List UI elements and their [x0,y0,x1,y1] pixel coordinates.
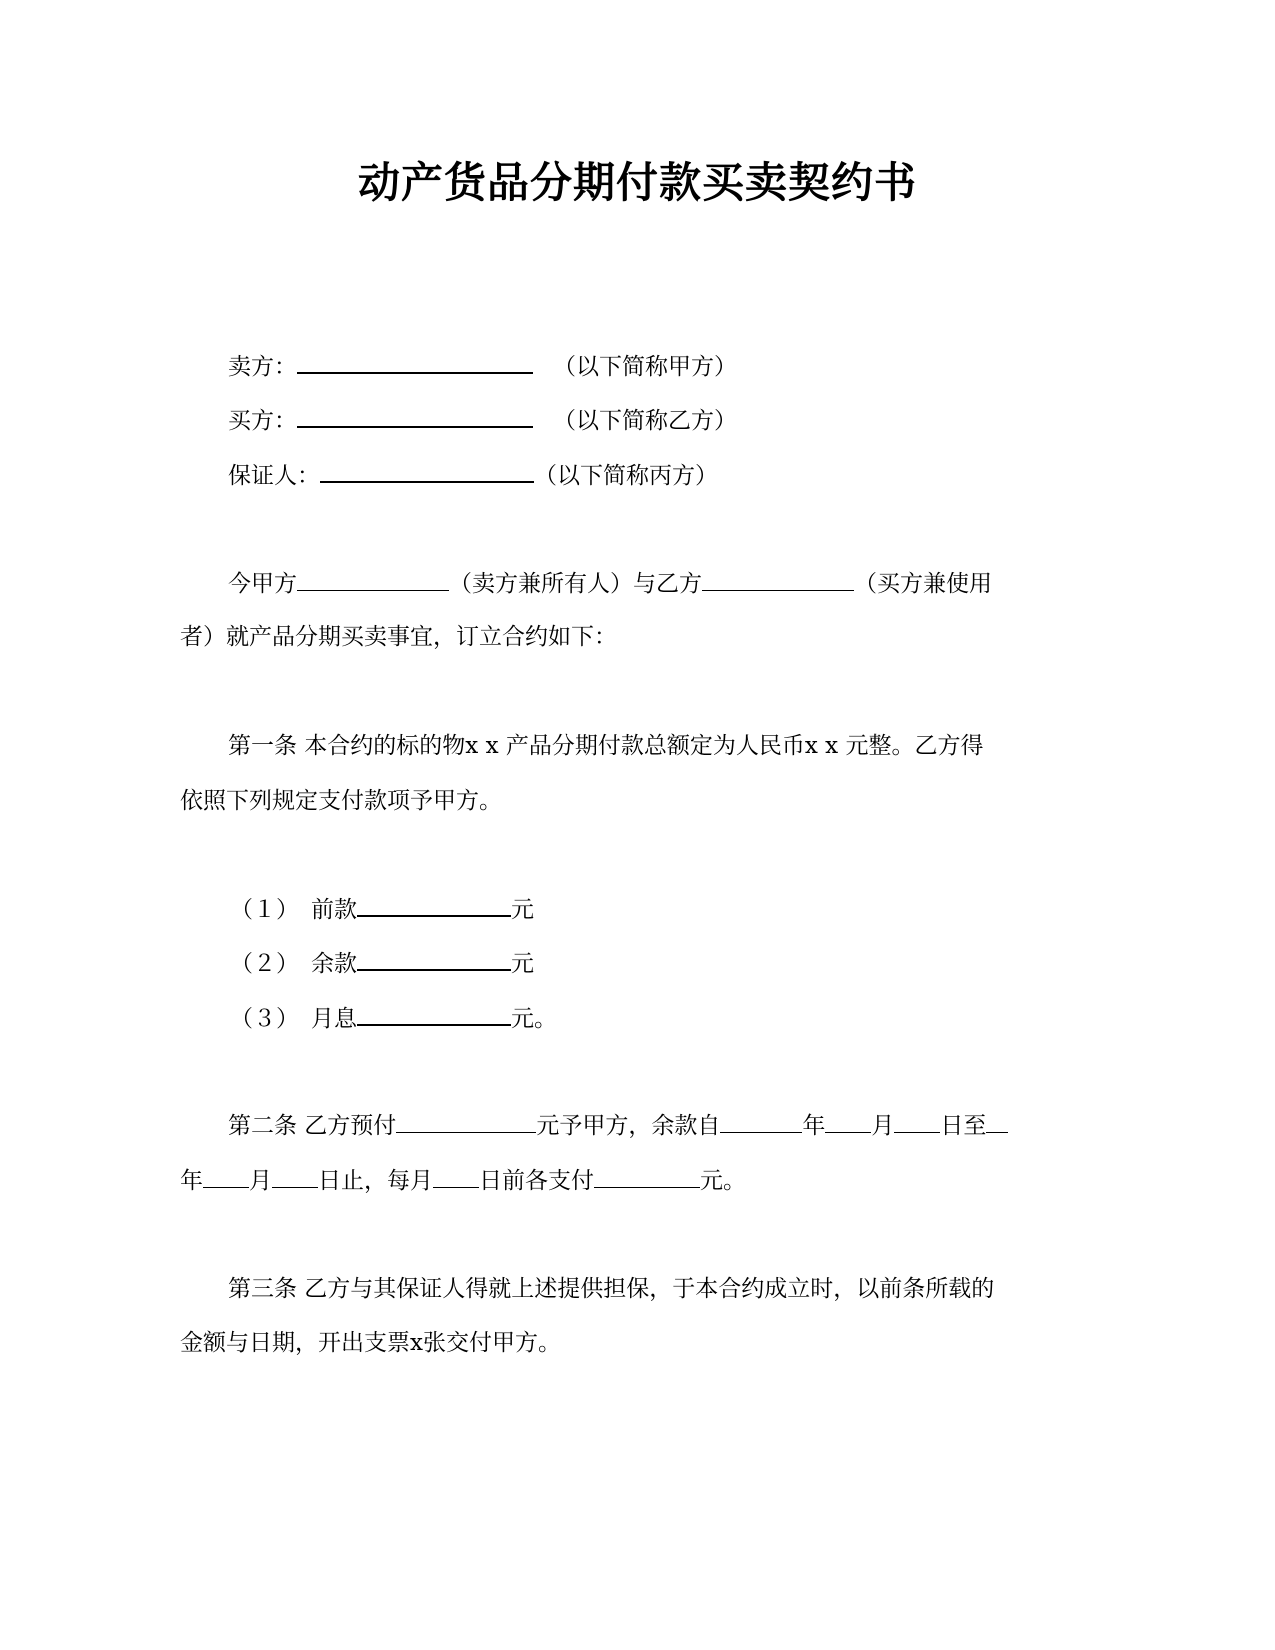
guarantor-line [228,459,718,491]
prepay-blank [396,1110,536,1133]
end-day-blank [272,1165,318,1188]
seller-label: 卖方： [228,354,297,380]
end-month-blank [203,1165,249,1188]
start-year-blank [720,1110,802,1133]
item-blank [357,893,511,917]
start-day-blank [894,1110,940,1133]
guarantor-note: （以下简称丙方） [534,463,718,489]
article-2-text: 日止，每月 [318,1168,433,1194]
preamble-part-2: （卖方兼所有人）与乙方 [449,571,702,597]
article-2-text: 元。 [700,1168,746,1194]
article-2-text: 年 [802,1113,826,1139]
article-2-text: 元予甲方，余款自 [536,1113,721,1139]
preamble-part-1: 今甲方 [228,571,297,597]
seller-line [228,350,737,382]
buyer-line [228,404,737,436]
item-label: 余款 [311,951,357,977]
guarantor-label: 保证人： [228,463,320,489]
article-2-text: 月 [249,1168,272,1194]
article-3-line-2: 金额与日期，开出支票x张交付甲方。 [180,1330,561,1356]
buyer-label: 买方： [228,408,297,434]
pay-day-blank [433,1165,479,1188]
item-suffix: 元 [511,951,534,977]
item-label: 月息 [311,1006,357,1032]
buyer-blank [297,404,533,428]
article-3-line-1: 第三条 乙方与其保证人得就上述提供担保，于本合约成立时，以前条所载的 [228,1276,995,1302]
preamble-line-1 [228,568,992,599]
document-title: 动产货品分期付款买卖契约书 [357,158,917,207]
item-monthly-interest [230,1002,557,1034]
monthly-amount-blank [594,1165,700,1188]
article-2-line-1 [228,1110,1008,1141]
article-1-line-1: 第一条 本合约的标的物x x 产品分期付款总额定为人民币x x 元整。乙方得 [228,733,984,759]
article-2-text: 日至 [940,1113,987,1139]
item-down-payment [230,893,534,925]
article-1-line-2: 依照下列规定支付款项予甲方。 [180,788,502,814]
seller-owner-blank [297,568,449,591]
seller-note: （以下简称甲方） [553,354,737,380]
item-blank [357,947,511,971]
item-number: （３） [230,1006,299,1032]
item-balance [230,947,534,979]
item-blank [357,1002,511,1026]
article-2-text: 年 [180,1168,203,1194]
buyer-note: （以下简称乙方） [553,408,737,434]
item-suffix: 元 [511,897,534,923]
end-year-blank-start [986,1110,1008,1133]
guarantor-blank [320,459,534,483]
item-number: （１） [230,897,299,923]
preamble-part-3: （买方兼使用 [854,571,992,597]
article-2-text: 第二条 乙方预付 [228,1113,397,1139]
buyer-user-blank [702,568,854,591]
article-2-text: 日前各支付 [479,1168,594,1194]
article-2-line-2 [180,1165,746,1196]
item-number: （２） [230,951,299,977]
preamble-line-2: 者）就产品分期买卖事宜，订立合约如下： [180,624,617,650]
seller-blank [297,350,533,374]
item-label: 前款 [311,897,357,923]
start-month-blank [825,1110,871,1133]
item-suffix: 元。 [511,1006,557,1032]
article-2-text: 月 [871,1113,895,1139]
